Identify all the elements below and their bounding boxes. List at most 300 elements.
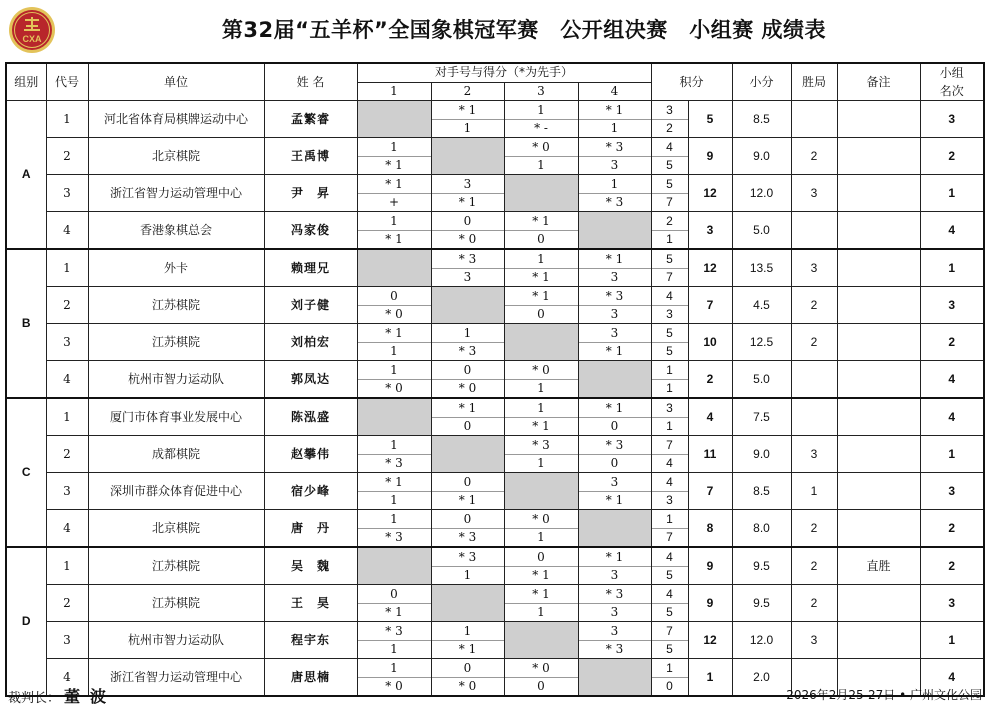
score-cell: 0 (504, 547, 578, 567)
player-unit: 北京棋院 (88, 510, 264, 548)
self-cell (504, 175, 578, 212)
score-cell: 0 (578, 455, 651, 473)
player-row (6, 473, 984, 492)
referee-label: 裁判长： (8, 691, 61, 706)
rank: 4 (920, 398, 984, 436)
sub-points: 1 (651, 361, 688, 380)
score-cell: * 0 (357, 306, 431, 324)
score-cell: 1 (504, 604, 578, 622)
score-cell: * 0 (504, 659, 578, 678)
score-cell: * 1 (357, 324, 431, 343)
note (837, 510, 920, 548)
minor-points: 9.5 (732, 547, 791, 585)
score-cell: * 1 (431, 492, 504, 510)
sub-points: 5 (651, 175, 688, 194)
player-name: 赖理兄 (264, 249, 357, 287)
minor-points: 5.0 (732, 361, 791, 399)
player-unit: 厦门市体育事业发展中心 (88, 398, 264, 436)
sub-points: 2 (651, 120, 688, 138)
sub-points: 5 (651, 324, 688, 343)
sub-points: 3 (651, 101, 688, 120)
results-table (5, 62, 985, 697)
note (837, 175, 920, 212)
note (837, 138, 920, 175)
sub-points: 1 (651, 231, 688, 250)
self-cell (504, 622, 578, 659)
sub-points: 3 (651, 398, 688, 418)
sub-points: 1 (651, 380, 688, 399)
player-code: 2 (46, 585, 88, 622)
score-cell: 1 (504, 157, 578, 175)
sub-points: 5 (651, 157, 688, 175)
score-cell: * 1 (578, 343, 651, 361)
wins: 2 (791, 287, 837, 324)
points: 10 (688, 324, 732, 361)
points: 11 (688, 436, 732, 473)
note (837, 324, 920, 361)
score-cell: 3 (578, 622, 651, 641)
sub-points: 4 (651, 138, 688, 157)
sub-points: 4 (651, 473, 688, 492)
points: 4 (688, 398, 732, 436)
sub-points: 7 (651, 529, 688, 548)
score-cell: 1 (357, 361, 431, 380)
score-cell: 3 (578, 473, 651, 492)
wins: 2 (791, 510, 837, 548)
score-cell: 1 (578, 175, 651, 194)
score-cell: 3 (578, 306, 651, 324)
score-cell: 0 (578, 418, 651, 436)
player-row (6, 287, 984, 306)
score-cell: 3 (431, 175, 504, 194)
score-cell: * 1 (578, 101, 651, 120)
player-code: 2 (46, 138, 88, 175)
header-name: 姓 名 (264, 63, 357, 101)
player-name: 王禹博 (264, 138, 357, 175)
points: 9 (688, 138, 732, 175)
score-cell: 3 (578, 567, 651, 585)
player-row (6, 510, 984, 529)
self-cell (504, 473, 578, 510)
score-cell: 3 (578, 324, 651, 343)
sub-points: 5 (651, 567, 688, 585)
rank: 2 (920, 510, 984, 548)
points: 3 (688, 212, 732, 250)
score-cell: 3 (578, 604, 651, 622)
player-name: 王 昊 (264, 585, 357, 622)
player-name: 尹 昇 (264, 175, 357, 212)
score-cell: 1 (357, 212, 431, 231)
header-opp-1: 1 (357, 82, 431, 101)
player-row (6, 436, 984, 455)
points: 12 (688, 249, 732, 287)
score-cell: * 0 (431, 380, 504, 399)
player-unit: 外卡 (88, 249, 264, 287)
score-cell: 1 (504, 529, 578, 548)
score-cell: * 0 (431, 231, 504, 250)
player-name: 唐思楠 (264, 659, 357, 697)
sub-points: 2 (651, 212, 688, 231)
self-cell (357, 547, 431, 585)
referee (8, 684, 116, 707)
score-cell: 0 (431, 418, 504, 436)
player-row (6, 659, 984, 678)
sub-points: 5 (651, 249, 688, 269)
score-cell: * 1 (504, 287, 578, 306)
score-cell: 1 (504, 398, 578, 418)
note (837, 585, 920, 622)
score-cell: 0 (504, 231, 578, 250)
points: 12 (688, 175, 732, 212)
score-cell: * 1 (578, 547, 651, 567)
score-cell: 1 (357, 436, 431, 455)
points: 5 (688, 101, 732, 138)
note (837, 249, 920, 287)
rank: 1 (920, 436, 984, 473)
minor-points: 5.0 (732, 212, 791, 250)
player-code: 4 (46, 361, 88, 399)
wins: 3 (791, 175, 837, 212)
player-name: 唐 丹 (264, 510, 357, 548)
note (837, 473, 920, 510)
score-cell: * 3 (578, 436, 651, 455)
note (837, 212, 920, 250)
score-cell: * 1 (357, 231, 431, 250)
player-unit: 香港象棋总会 (88, 212, 264, 250)
score-cell: 1 (357, 659, 431, 678)
score-cell: * 3 (578, 641, 651, 659)
minor-points: 9.0 (732, 436, 791, 473)
score-cell: 0 (357, 585, 431, 604)
score-cell: * 1 (431, 101, 504, 120)
score-cell: 0 (504, 306, 578, 324)
score-cell: 0 (357, 287, 431, 306)
score-cell: 1 (431, 120, 504, 138)
player-row (6, 324, 984, 343)
self-cell (431, 138, 504, 175)
score-cell: * 3 (578, 287, 651, 306)
score-cell: + (357, 194, 431, 212)
score-cell: * 1 (578, 492, 651, 510)
score-cell: * 3 (357, 529, 431, 548)
self-cell (431, 436, 504, 473)
group-label: B (6, 249, 46, 398)
player-code: 1 (46, 398, 88, 436)
sub-points: 1 (651, 418, 688, 436)
score-cell: * 3 (357, 622, 431, 641)
player-name: 冯家俊 (264, 212, 357, 250)
score-cell: * 1 (431, 194, 504, 212)
player-code: 4 (46, 659, 88, 697)
player-unit: 河北省体育局棋牌运动中心 (88, 101, 264, 138)
score-cell: 1 (357, 138, 431, 157)
sub-points: 7 (651, 269, 688, 287)
rank: 3 (920, 287, 984, 324)
points: 2 (688, 361, 732, 399)
sub-points: 3 (651, 492, 688, 510)
score-cell: * 3 (431, 547, 504, 567)
sub-points: 4 (651, 585, 688, 604)
minor-points: 13.5 (732, 249, 791, 287)
sub-points: 4 (651, 455, 688, 473)
note (837, 398, 920, 436)
score-cell: * 0 (357, 380, 431, 399)
rank: 2 (920, 324, 984, 361)
rank: 4 (920, 212, 984, 250)
header-wins: 胜局 (791, 63, 837, 101)
self-cell (431, 287, 504, 324)
player-unit: 江苏棋院 (88, 547, 264, 585)
score-cell: * 1 (504, 567, 578, 585)
points: 9 (688, 547, 732, 585)
note (837, 361, 920, 399)
header-opp-2: 2 (431, 82, 504, 101)
score-cell: * 3 (357, 455, 431, 473)
player-row (6, 138, 984, 157)
note: 直胜 (837, 547, 920, 585)
wins: 3 (791, 436, 837, 473)
header-opp-3: 3 (504, 82, 578, 101)
player-code: 4 (46, 510, 88, 548)
self-cell (578, 659, 651, 697)
score-cell: * 3 (431, 249, 504, 269)
minor-points: 8.5 (732, 101, 791, 138)
self-cell (578, 361, 651, 399)
score-cell: * 0 (504, 138, 578, 157)
player-row (6, 249, 984, 269)
wins: 3 (791, 622, 837, 659)
score-cell: 1 (357, 492, 431, 510)
rank: 2 (920, 547, 984, 585)
rank: 4 (920, 361, 984, 399)
wins: 3 (791, 249, 837, 287)
rank: 1 (920, 622, 984, 659)
minor-points: 9.5 (732, 585, 791, 622)
wins: 2 (791, 585, 837, 622)
score-cell: * 1 (578, 249, 651, 269)
note (837, 436, 920, 473)
self-cell (357, 249, 431, 287)
minor-points: 4.5 (732, 287, 791, 324)
wins: 2 (791, 547, 837, 585)
sub-points: 7 (651, 436, 688, 455)
score-cell: 1 (357, 510, 431, 529)
self-cell (431, 585, 504, 622)
player-unit: 浙江省智力运动管理中心 (88, 175, 264, 212)
group-label: A (6, 101, 46, 250)
player-unit: 杭州市智力运动队 (88, 622, 264, 659)
score-cell: * 3 (578, 138, 651, 157)
score-cell: * 0 (504, 361, 578, 380)
minor-points: 7.5 (732, 398, 791, 436)
self-cell (357, 101, 431, 138)
player-unit: 杭州市智力运动队 (88, 361, 264, 399)
player-code: 2 (46, 287, 88, 324)
minor-points: 2.0 (732, 659, 791, 697)
score-cell: 1 (504, 455, 578, 473)
header-unit: 单位 (88, 63, 264, 101)
self-cell (504, 324, 578, 361)
header-minor: 小分 (732, 63, 791, 101)
score-cell: * 0 (504, 510, 578, 529)
score-cell: 0 (431, 659, 504, 678)
score-cell: 0 (504, 678, 578, 697)
player-row (6, 547, 984, 567)
score-cell: 1 (431, 567, 504, 585)
player-name: 程宇东 (264, 622, 357, 659)
score-cell: 1 (431, 622, 504, 641)
score-cell: * 3 (504, 436, 578, 455)
player-code: 4 (46, 212, 88, 250)
score-cell: * 1 (504, 269, 578, 287)
points: 12 (688, 622, 732, 659)
score-cell: 3 (431, 269, 504, 287)
rank: 4 (920, 659, 984, 697)
wins (791, 101, 837, 138)
self-cell (357, 398, 431, 436)
player-unit: 深圳市群众体育促进中心 (88, 473, 264, 510)
score-cell: 3 (578, 157, 651, 175)
player-unit: 江苏棋院 (88, 324, 264, 361)
header-points: 积分 (651, 63, 732, 101)
score-cell: * 1 (504, 418, 578, 436)
score-cell: * 1 (357, 175, 431, 194)
sub-points: 1 (651, 510, 688, 529)
self-cell (578, 510, 651, 548)
score-cell: * - (504, 120, 578, 138)
minor-points: 12.0 (732, 175, 791, 212)
score-cell: 0 (431, 510, 504, 529)
score-cell: * 3 (578, 585, 651, 604)
minor-points: 12.0 (732, 622, 791, 659)
points: 8 (688, 510, 732, 548)
score-cell: * 0 (357, 678, 431, 697)
player-unit: 江苏棋院 (88, 585, 264, 622)
rank: 3 (920, 473, 984, 510)
player-name: 刘子健 (264, 287, 357, 324)
self-cell (578, 212, 651, 250)
score-cell: * 3 (431, 343, 504, 361)
player-row (6, 212, 984, 231)
wins: 2 (791, 324, 837, 361)
note (837, 622, 920, 659)
score-cell: 1 (504, 249, 578, 269)
header-note: 备注 (837, 63, 920, 101)
score-cell: * 1 (504, 212, 578, 231)
points: 1 (688, 659, 732, 697)
player-name: 陈泓盛 (264, 398, 357, 436)
date-place: 2026年2月25-27日 • 广州文化公园 (786, 688, 982, 702)
score-cell: * 3 (578, 194, 651, 212)
group-label: C (6, 398, 46, 547)
player-name: 刘柏宏 (264, 324, 357, 361)
points: 7 (688, 473, 732, 510)
score-cell: * 0 (431, 678, 504, 697)
score-cell: * 1 (431, 398, 504, 418)
sub-points: 4 (651, 287, 688, 306)
wins (791, 361, 837, 399)
player-unit: 江苏棋院 (88, 287, 264, 324)
player-row (6, 101, 984, 120)
sub-points: 0 (651, 678, 688, 697)
wins (791, 212, 837, 250)
score-cell: 3 (578, 269, 651, 287)
referee-name: 董波 (64, 687, 117, 706)
wins (791, 398, 837, 436)
player-code: 3 (46, 622, 88, 659)
minor-points: 9.0 (732, 138, 791, 175)
score-cell: 1 (431, 324, 504, 343)
player-name: 孟繁睿 (264, 101, 357, 138)
player-name: 郭凤达 (264, 361, 357, 399)
sub-points: 5 (651, 343, 688, 361)
score-cell: 1 (357, 641, 431, 659)
rank: 1 (920, 175, 984, 212)
minor-points: 8.5 (732, 473, 791, 510)
rank: 1 (920, 249, 984, 287)
player-unit: 浙江省智力运动管理中心 (88, 659, 264, 697)
rank: 3 (920, 101, 984, 138)
header-group: 组别 (6, 63, 46, 101)
header-rank: 小组名次 (920, 63, 984, 101)
minor-points: 12.5 (732, 324, 791, 361)
points: 9 (688, 585, 732, 622)
sub-points: 7 (651, 622, 688, 641)
score-cell: * 1 (357, 157, 431, 175)
rank: 3 (920, 585, 984, 622)
score-cell: * 1 (357, 473, 431, 492)
player-unit: 成都棋院 (88, 436, 264, 473)
score-cell: * 1 (357, 604, 431, 622)
rank: 2 (920, 138, 984, 175)
sub-points: 3 (651, 306, 688, 324)
note (837, 101, 920, 138)
wins: 1 (791, 473, 837, 510)
page-title: 第32届“五羊杯”全国象棋冠军赛 公开组决赛 小组赛 成绩表 (221, 18, 827, 42)
player-name: 吴 魏 (264, 547, 357, 585)
note (837, 287, 920, 324)
header-opp-4: 4 (578, 82, 651, 101)
player-row (6, 622, 984, 641)
score-cell: 1 (357, 343, 431, 361)
group-label: D (6, 547, 46, 696)
score-cell: 0 (431, 361, 504, 380)
player-code: 1 (46, 101, 88, 138)
sub-points: 7 (651, 194, 688, 212)
header-code: 代号 (46, 63, 88, 101)
cxa-logo (8, 6, 56, 54)
player-code: 3 (46, 175, 88, 212)
sub-points: 5 (651, 641, 688, 659)
score-cell: * 1 (504, 585, 578, 604)
player-code: 3 (46, 473, 88, 510)
player-name: 赵攀伟 (264, 436, 357, 473)
score-cell: * 3 (431, 529, 504, 548)
score-cell: 0 (431, 473, 504, 492)
minor-points: 8.0 (732, 510, 791, 548)
sub-points: 5 (651, 604, 688, 622)
score-cell: 1 (504, 380, 578, 399)
sub-points: 4 (651, 547, 688, 567)
logo-text: CXA (22, 34, 42, 44)
player-row (6, 361, 984, 380)
player-row (6, 175, 984, 194)
score-cell: * 1 (431, 641, 504, 659)
player-code: 1 (46, 547, 88, 585)
player-code: 2 (46, 436, 88, 473)
score-cell: 1 (504, 101, 578, 120)
player-name: 宿少峰 (264, 473, 357, 510)
